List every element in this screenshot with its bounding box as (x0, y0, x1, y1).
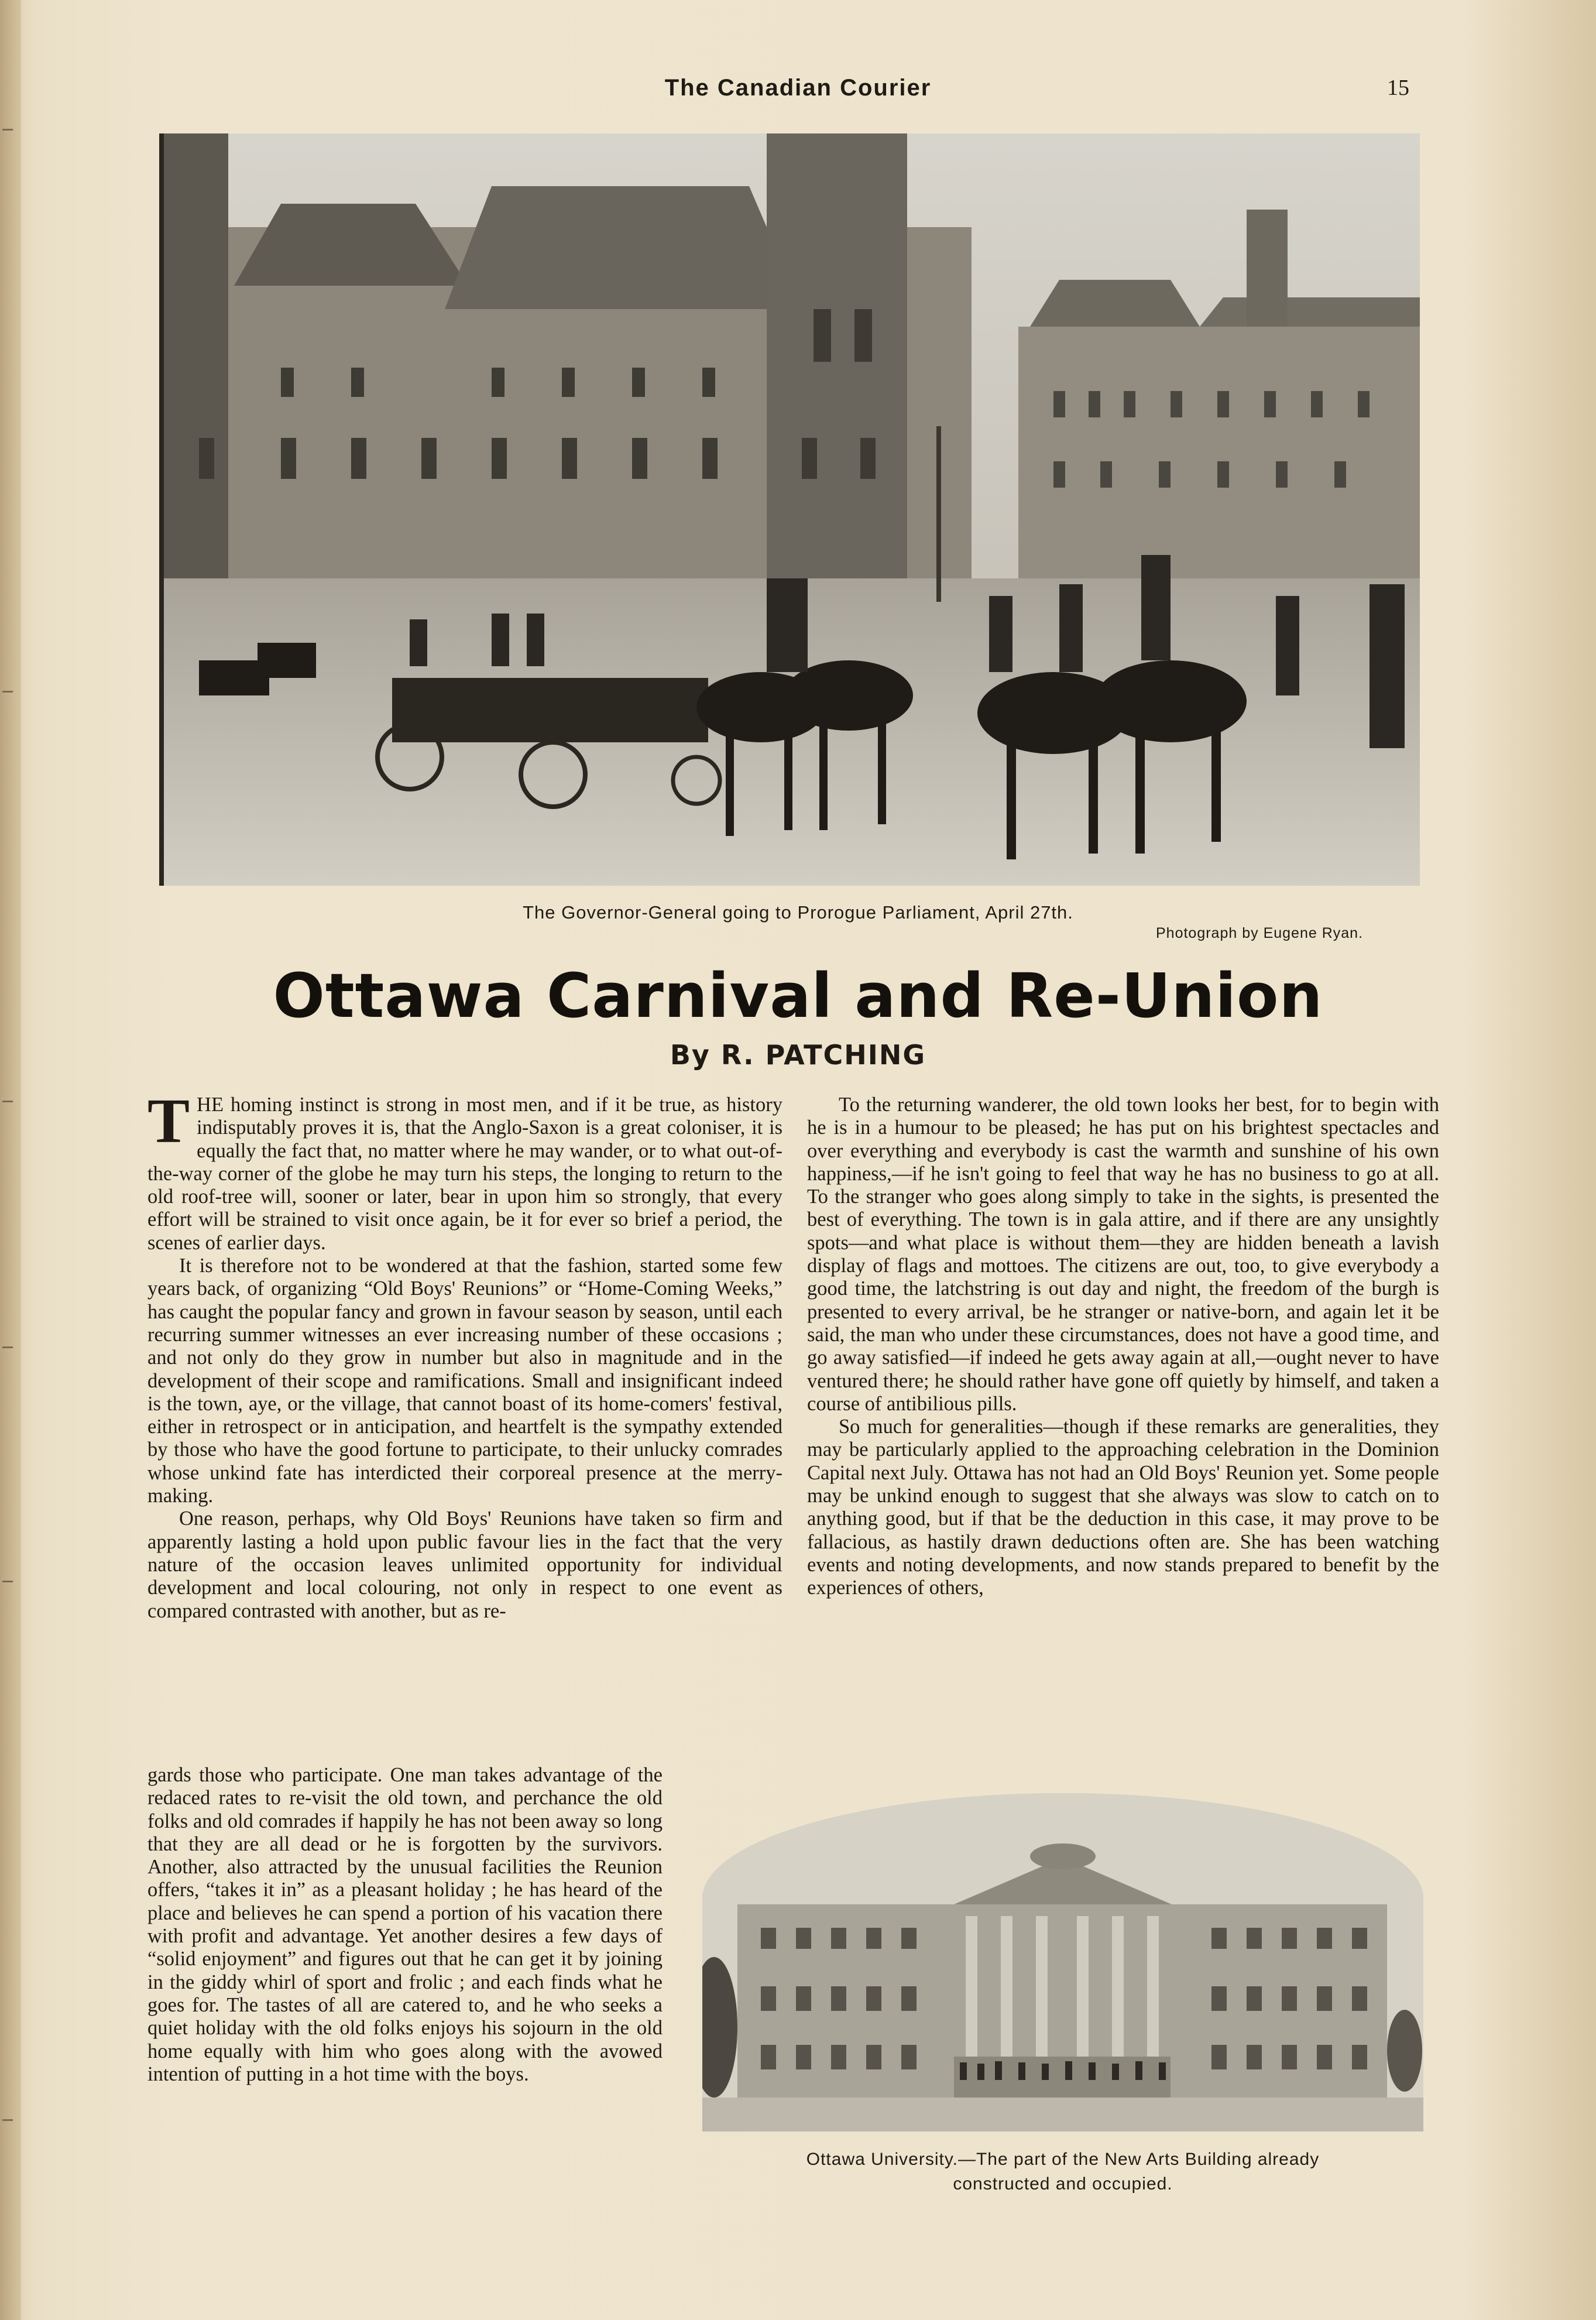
bottom-photo-caption-line-2: constructed and occupied. (953, 2174, 1173, 2194)
bottom-photo-caption-line-1: Ottawa University.—The part of the New Arts Building already (806, 2150, 1320, 2169)
article-right-column (807, 1094, 1439, 1600)
article-byline: By R. PATCHING (670, 1039, 926, 1071)
article-paragraph-3: One reason, perhaps, why Old Boys' Reunions have taken so firm and apparently lasting a hold upon public favour lies in the fact that the very nature of the occasion leaves unlimited opportunity for individual development and local colouring, not only in respect to one event as compared contrasted with another, but as re- (147, 1507, 782, 1622)
page-header (0, 75, 1596, 110)
article-paragraph-5: So much for generalities—though if these remarks are generalities, they may be particularly applied to the approaching celebration in the Dominion Capital next July. Ottawa has not had an Old Boys' Reunion yet. Some people may be unkind enough to suggest that she always was slow to catch on to anything good, but if that be the deduction in this case, it may prove to be fallacious, as hastily drawn deductions often are. She has been watching events and noting developments, and now stands prepared to benefit by the experiences of others, (807, 1416, 1439, 1599)
page-number: 15 (1387, 76, 1409, 100)
page-binding (0, 0, 21, 2320)
university-building-photo (702, 1793, 1423, 2131)
journal-title: The Canadian Courier (664, 75, 932, 101)
article-paragraph-2: It is therefore not to be wondered at that the fashion, started some few years back, of organizing “Old Boys' Reunions” or “Home-Coming Weeks,” has caught the popular fancy and grown in favour season by season, until each recurring summer witnesses an ever increasing number of these occasions ; and not only do they grow in number but also in magnitude and in the development of their scope and ramifications. Small and insignificant indeed is the town, aye, or the village, that cannot boast of its home-comers' festival, either in retrospect or in anticipation, and heartfelt is the sympathy extended by those who have the good fortune to participate, to their unlucky comrades whose unkind fate has interdicted their corporeal presence at the merry-making. (147, 1255, 782, 1507)
bottom-photo-caption (702, 2147, 1423, 2196)
photo-credit: Photograph by Eugene Ryan. (1156, 925, 1364, 941)
article-paragraph-3-continued: gards those who participate. One man takes advantage of the redaced rates to re-visit the old town, and perchance the old folks and old comrades if happily he has not been away so long that they are all dead or he is forgotten by the survivors. Another, also attracted by the unusual facilities the Reunion offers, “takes it in” as a pleasant holiday ; he has heard of the place and believes he can spend a portion of his vacation there with profit and advantage. Yet another desires a few days of “solid enjoyment” and figures out that he can get it by joining in the giddy whirl of sport and frolic ; and each finds what he goes for. The tastes of all are catered to, and he who seeks a quiet holiday with the old folks enjoys his sojourn in the old home equally with him who goes along with the avowed intention of putting in a hot time with the boys. (147, 1764, 663, 2085)
article-left-column (147, 1087, 782, 1623)
drop-cap: T (147, 1087, 190, 1156)
article-left-column-continued (147, 1764, 663, 2086)
parliament-procession-photo (159, 133, 1420, 886)
article-headline: Ottawa Carnival and Re-Union (273, 960, 1323, 1032)
top-photo-caption: The Governor-General going to Prorogue Parliament, April 27th. (523, 902, 1073, 923)
article-paragraph-1: THE homing instinct is strong in most men, and if it be true, as history indisputably proves it is, that the Anglo-Saxon is a great coloniser, it is equally the fact that, no matter where he may wander, or to what out-of-the-way corner of the globe he may turn his steps, the longing to return to the old roof-tree will, sooner or later, bear in upon him so strongly, that every effort will be strained to visit once again, be it for ever so brief a period, the scenes of earlier days. (147, 1087, 782, 1254)
article-paragraph-4: To the returning wanderer, the old town looks her best, for to begin with he is in a humour to be pleased; he has put on his brightest spectacles and over everything and everybody is cast the warmth and sunshine of his own happiness,—if he isn't going to feel that way he has no business to go at all. To the stranger who goes along simply to take in the sights, is presented the best of everything. The town is in gala attire, and if there are any unsightly spots—and what place is without them—they are hidden beneath a lavish display of flags and mottoes. The citizens are out, too, to give everybody a good time, the latchstring is out day and night, the freedom of the burgh is presented to every arrival, be he stranger or native-born, and again let it be said, the man who under these circumstances, does not have a good time, and go away satisfied—if indeed he gets away again at all,—ought never to have ventured there; he should rather have gone off quietly by himself, and taken a course of antibilious pills. (807, 1094, 1439, 1415)
